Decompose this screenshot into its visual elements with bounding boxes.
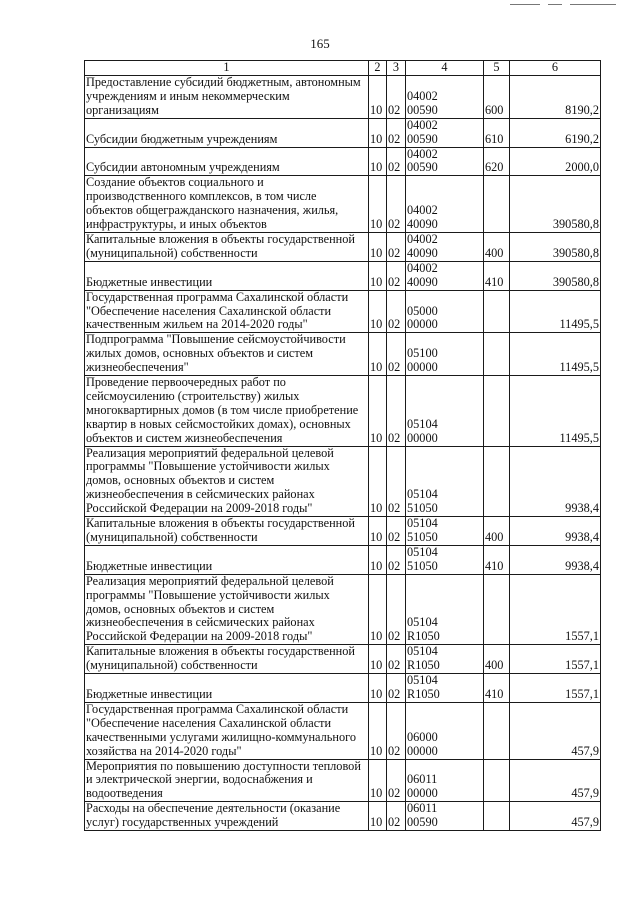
item-name: Капитальные вложения в объекты государственной (муниципальной) собственности [85,645,369,674]
program-code: 06011 [407,801,438,816]
direction-code: 51050 [407,558,438,573]
column-header: 4 [406,61,484,76]
target-article-code [406,674,484,703]
subsection-code: 02 [387,176,406,233]
subsection-code: 02 [387,446,406,517]
column-header: 6 [510,61,601,76]
section-code: 10 [369,702,387,759]
item-name: Подпрограмма "Повышение сейсмоустойчивости жилых домов, основных объектов и систем жизнеобеспечения" [85,333,369,376]
target-article-code [406,290,484,333]
section-code: 10 [369,290,387,333]
budget-table [84,60,601,831]
table-row [85,545,601,574]
amount: 8190,2 [510,76,601,119]
column-header: 1 [85,61,369,76]
section-code: 10 [369,147,387,176]
expense-type-code [484,802,510,831]
amount: 457,9 [510,802,601,831]
target-article-code [406,333,484,376]
item-name: Реализация мероприятий федеральной целевой программы "Повышение устойчивости жилых домов, основных объектов и систем жизнеобеспечения в сейсмических районах Российской Федерации на 2009-2018 годы" [85,446,369,517]
table-row [85,802,601,831]
top-edge-line [510,4,540,5]
item-name: Бюджетные инвестиции [85,261,369,290]
expense-type-code: 400 [484,232,510,261]
section-code: 10 [369,545,387,574]
direction-code: 40090 [407,217,438,232]
expense-type-code [484,702,510,759]
section-code: 10 [369,645,387,674]
target-article-code [406,645,484,674]
amount: 390580,8 [510,176,601,233]
target-article-code [406,76,484,119]
item-name: Бюджетные инвестиции [85,674,369,703]
section-code: 10 [369,517,387,546]
direction-code: 00590 [407,131,438,146]
expense-type-code: 400 [484,645,510,674]
expense-type-code: 410 [484,261,510,290]
amount: 6190,2 [510,118,601,147]
direction-code: R1050 [407,629,440,644]
page-number: 165 [310,36,330,51]
table-row [85,333,601,376]
expense-type-code: 600 [484,76,510,119]
program-code: 06011 [407,772,438,787]
item-name: Предоставление субсидий бюджетным, автономным учреждениям и иным некоммерческим организациям [85,76,369,119]
direction-code: 51050 [407,530,438,544]
program-code: 05100 [407,346,438,361]
target-article-code [406,147,484,176]
subsection-code: 02 [387,76,406,119]
expense-type-code [484,574,510,645]
amount: 11495,5 [510,376,601,447]
item-name: Бюджетные инвестиции [85,545,369,574]
section-code: 10 [369,759,387,802]
expense-type-code [484,446,510,517]
item-name: Субсидии бюджетным учреждениям [85,118,369,147]
direction-code: 51050 [407,501,438,516]
amount: 11495,5 [510,290,601,333]
table-row [85,702,601,759]
expense-type-code [484,290,510,333]
table-row [85,645,601,674]
direction-code: 00000 [407,743,438,758]
subsection-code: 02 [387,118,406,147]
direction-code: R1050 [407,686,440,701]
table-row [85,574,601,645]
program-code: 05104 [407,644,438,659]
expense-type-code [484,333,510,376]
target-article-code [406,702,484,759]
subsection-code: 02 [387,290,406,333]
item-name: Проведение первоочередных работ по сейсмоусилению (строительству) жилых многоквартирных домов (в том числе приобретение квартир в новых сейсмостойких домах), основных объектов и систем жизнеобеспечения [85,376,369,447]
section-code: 10 [369,333,387,376]
target-article-code [406,261,484,290]
table-row [85,290,601,333]
subsection-code: 02 [387,517,406,546]
amount: 11495,5 [510,333,601,376]
direction-code: 00000 [407,360,438,375]
table-row [85,232,601,261]
program-code: 04002 [407,260,438,275]
target-article-code [406,118,484,147]
amount: 9938,4 [510,446,601,517]
target-article-code [406,517,484,546]
subsection-code: 02 [387,645,406,674]
direction-code: R1050 [407,658,440,673]
program-code: 05104 [407,516,438,531]
subsection-code: 02 [387,702,406,759]
program-code: 05104 [407,416,438,431]
subsection-code: 02 [387,545,406,574]
section-code: 10 [369,674,387,703]
table-row [85,759,601,802]
subsection-code: 02 [387,376,406,447]
table-row [85,376,601,447]
column-header: 3 [387,61,406,76]
table-row [85,76,601,119]
expense-type-code: 410 [484,545,510,574]
direction-code: 00590 [407,160,438,175]
subsection-code: 02 [387,574,406,645]
direction-code: 00000 [407,317,438,332]
section-code: 10 [369,802,387,831]
table-row [85,176,601,233]
amount: 1557,1 [510,674,601,703]
direction-code: 40090 [407,274,438,289]
amount: 9938,4 [510,517,601,546]
expense-type-code [484,176,510,233]
amount: 390580,8 [510,232,601,261]
amount: 390580,8 [510,261,601,290]
subsection-code: 02 [387,674,406,703]
section-code: 10 [369,118,387,147]
subsection-code: 02 [387,147,406,176]
direction-code: 40090 [407,245,438,260]
expense-type-code [484,759,510,802]
subsection-code: 02 [387,759,406,802]
target-article-code [406,232,484,261]
item-name: Реализация мероприятий федеральной целевой программы "Повышение устойчивости жилых домов, основных объектов и систем жизнеобеспечения в сейсмических районах Российской Федерации на 2009-2018 годы" [85,574,369,645]
direction-code: 00590 [407,102,438,117]
amount: 1557,1 [510,574,601,645]
column-header: 2 [369,61,387,76]
program-code: 05104 [407,615,438,630]
program-code: 04002 [407,231,438,246]
amount: 9938,4 [510,545,601,574]
expense-type-code: 620 [484,147,510,176]
program-code: 04002 [407,117,438,132]
column-header: 5 [484,61,510,76]
expense-type-code: 410 [484,674,510,703]
direction-code: 00000 [407,786,438,801]
program-code: 04002 [407,146,438,161]
target-article-code [406,545,484,574]
subsection-code: 02 [387,261,406,290]
amount: 457,9 [510,702,601,759]
table-row [85,446,601,517]
item-name: Расходы на обеспечение деятельности (оказание услуг) государственных учреждений [85,802,369,831]
header-row [85,61,601,76]
top-edge-line [570,4,616,5]
table-row [85,517,601,546]
table-row [85,261,601,290]
subsection-code: 02 [387,333,406,376]
section-code: 10 [369,446,387,517]
top-edge-line [548,4,562,5]
amount: 1557,1 [510,645,601,674]
expense-type-code: 400 [484,517,510,546]
item-name: Создание объектов социального и производственного комплексов, в том числе объектов общегражданского назначения, жилья, инфраструктуры, и иных объектов [85,176,369,233]
section-code: 10 [369,76,387,119]
expense-type-code [484,376,510,447]
target-article-code [406,376,484,447]
program-code: 05104 [407,544,438,559]
target-article-code [406,574,484,645]
program-code: 05104 [407,673,438,688]
amount: 457,9 [510,759,601,802]
program-code: 04002 [407,203,438,218]
program-code: 04002 [407,88,438,103]
target-article-code [406,759,484,802]
program-code: 06000 [407,729,438,744]
item-name: Мероприятия по повышению доступности тепловой и электрической энергии, водоснабжения и водоотведения [85,759,369,802]
target-article-code [406,446,484,517]
item-name: Капитальные вложения в объекты государственной (муниципальной) собственности [85,517,369,546]
amount: 2000,0 [510,147,601,176]
subsection-code: 02 [387,232,406,261]
table-row [85,674,601,703]
table-row [85,118,601,147]
section-code: 10 [369,376,387,447]
item-name: Государственная программа Сахалинской области "Обеспечение населения Сахалинской области качественным жильем на 2014-2020 годы" [85,290,369,333]
section-code: 10 [369,261,387,290]
program-code: 05104 [407,487,438,502]
item-name: Капитальные вложения в объекты государственной (муниципальной) собственности [85,232,369,261]
direction-code: 00000 [407,430,438,445]
target-article-code [406,176,484,233]
target-article-code [406,802,484,831]
section-code: 10 [369,176,387,233]
item-name: Государственная программа Сахалинской области "Обеспечение населения Сахалинской области качественными услугами жилищно-коммунального хозяйства на 2014-2020 годы" [85,702,369,759]
program-code: 05000 [407,303,438,318]
item-name: Субсидии автономным учреждениям [85,147,369,176]
section-code: 10 [369,232,387,261]
table-row [85,147,601,176]
section-code: 10 [369,574,387,645]
expense-type-code: 610 [484,118,510,147]
subsection-code: 02 [387,802,406,831]
direction-code: 00590 [407,815,438,830]
